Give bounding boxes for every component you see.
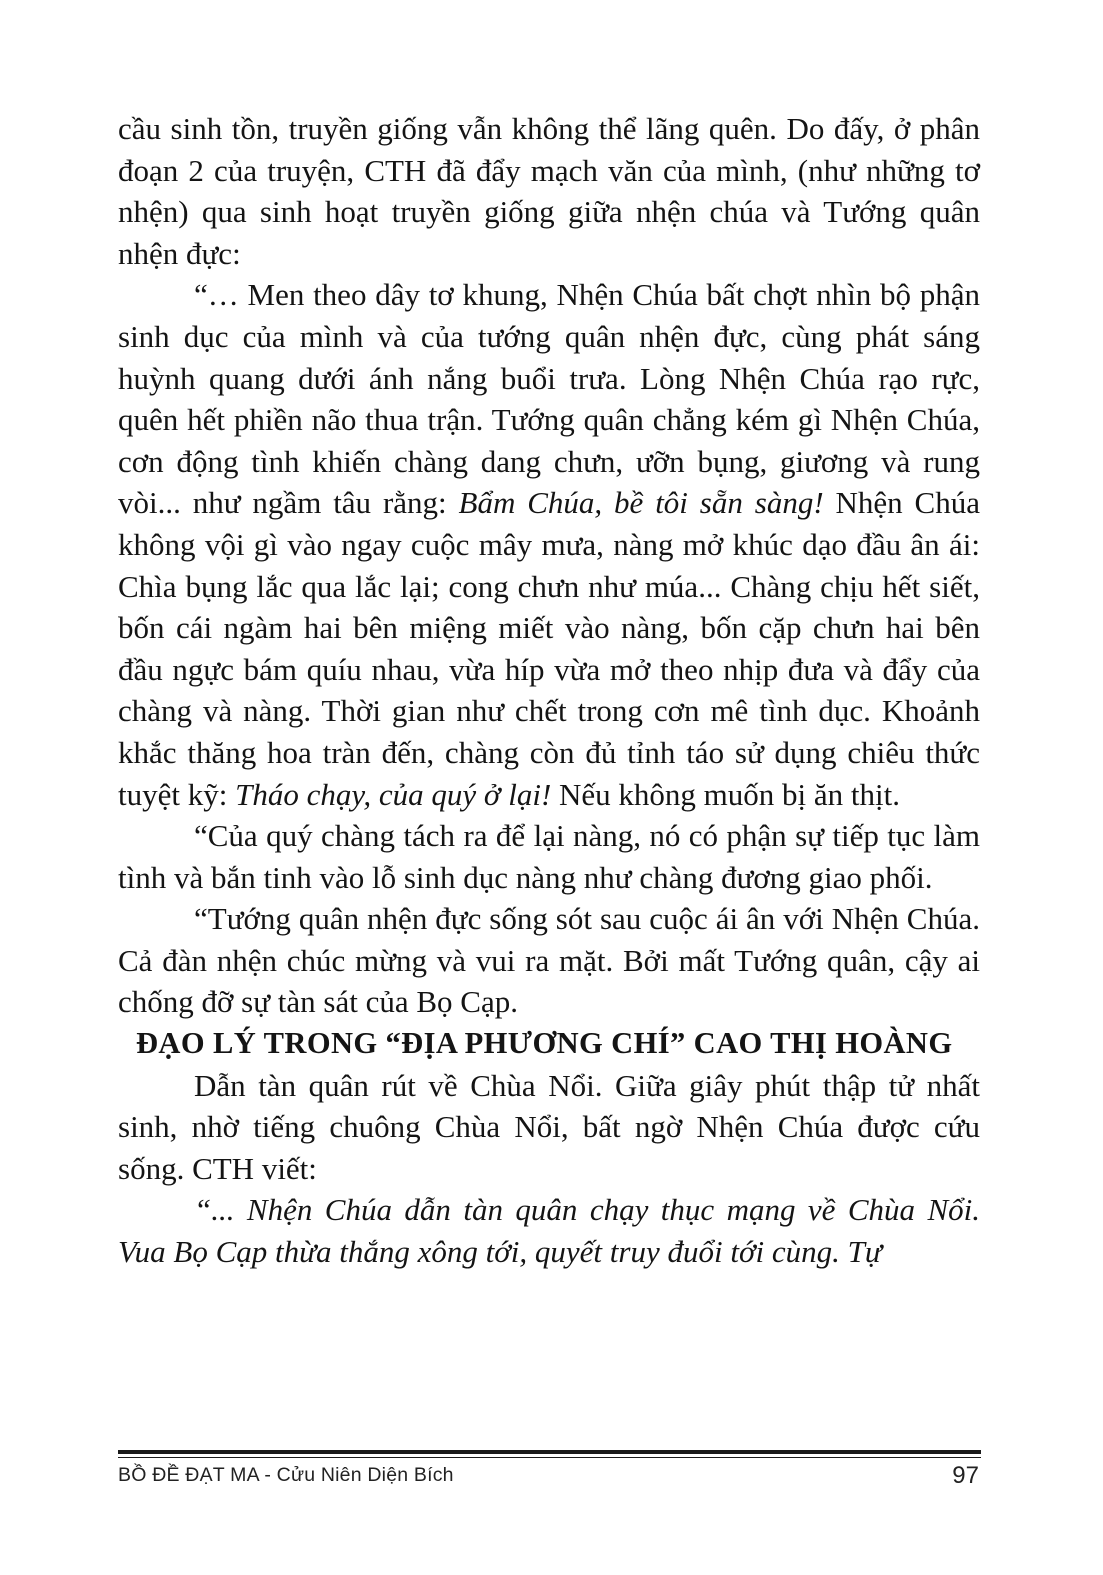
quote-italic-2: Tháo chạy, của quý ở lại!: [235, 776, 552, 812]
footer-rule-thin: [118, 1457, 981, 1458]
paragraph-quote-4: “... Nhện Chúa dẫn tàn quân chạy thục mạng về Chùa Nổi. Vua Bọ Cạp thừa thắng xông tới, quyết truy đuổi tới cùng. Tự: [118, 1192, 980, 1270]
page-body: [118, 108, 980, 1273]
section-heading: ĐẠO LÝ TRONG “ĐỊA PHƯƠNG CHÍ” CAO THỊ HOÀNG: [136, 1026, 953, 1061]
page-number: 97: [952, 1462, 979, 1489]
footer-rule-thick: [118, 1450, 981, 1454]
paragraph-quote-1: [118, 274, 980, 815]
quote-text: Nhện Chúa không vội gì vào ngay cuộc mây mưa, nàng mở khúc dạo đầu ân ái: Chìa bụng lắc qua lắc lại; cong chưn như múa... Chàng chịu hết siết, bốn cái ngàm hai bên miệng miết vào nàng, bốn cặp chưn hai bên đầu ngực bám quíu nhau, vừa híp vừa mở theo nhịp đưa và đẩy của chàng và nàng. Thời gian như chết trong cơn mê tình dục. Khoảnh khắc thăng hoa tràn đến, chàng còn đủ tỉnh táo sử dụng chiêu thức tuyệt kỹ:: [118, 485, 980, 812]
quote-italic-1: Bẩm Chúa, bề tôi sẵn sàng!: [458, 485, 824, 521]
paragraph-intro: cầu sinh tồn, truyền giống vẫn không thể lãng quên. Do đấy, ở phân đoạn 2 của truyện, CTH đã đẩy mạch văn của mình, (như những tơ nhện) qua sinh hoạt truyền giống giữa nhện chúa và Tướng quân nhện đực:: [118, 111, 980, 271]
running-footer-title: BỒ ĐỀ ĐẠT MA - Cửu Niên Diện Bích: [118, 1464, 454, 1486]
quote-text: “… Men theo dây tơ khung, Nhện Chúa bất chợt nhìn bộ phận sinh dục của mình và của tướng quân nhện đực, cùng phát sáng huỳnh quang dưới ánh nắng buổi trưa. Lòng Nhện Chúa rạo rực, quên hết phiền não thua trận. Tướng quân chẳng kém gì Nhện Chúa, cơn động tình khiến chàng dang chưn, ưỡn bụng, giương và rung vòi... như ngầm tâu rằng:: [118, 277, 980, 521]
quote-text: Nếu không muốn bị ăn thịt.: [551, 776, 901, 812]
paragraph-quote-2: “Của quý chàng tách ra để lại nàng, nó có phận sự tiếp tục làm tình và bắn tinh vào lỗ sinh dục nàng như chàng đương giao phối.: [118, 818, 980, 895]
paragraph-quote-3: “Tướng quân nhện đực sống sót sau cuộc ái ân với Nhện Chúa. Cả đàn nhện chúc mừng và vui ra mặt. Bởi mất Tướng quân, cậy ai chống đỡ sự tàn sát của Bọ Cạp.: [118, 901, 980, 1020]
paragraph-section-intro: Dẫn tàn quân rút về Chùa Nổi. Giữa giây phút thập tử nhất sinh, nhờ tiếng chuông Chùa Nổi, bất ngờ Nhện Chúa được cứu sống. CTH viết:: [118, 1067, 980, 1186]
